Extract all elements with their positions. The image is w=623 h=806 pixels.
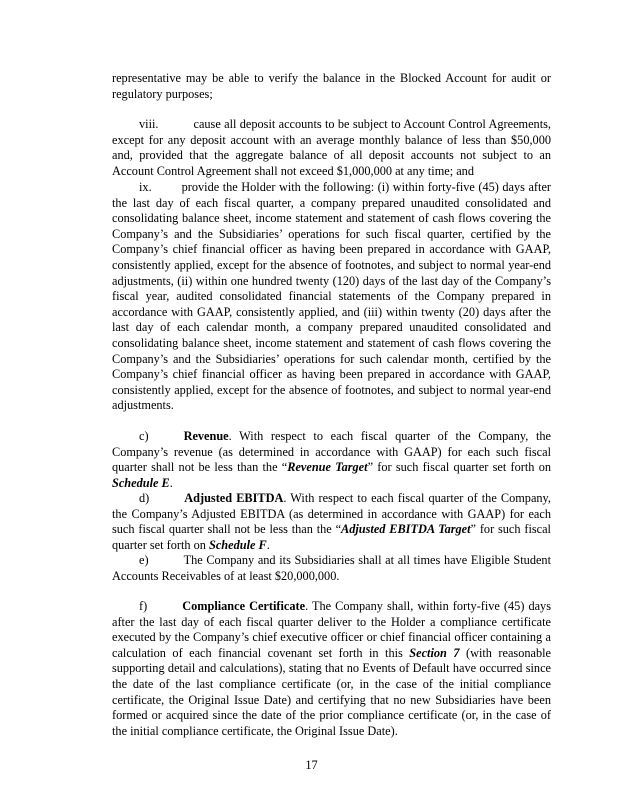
page-number: 17	[305, 758, 318, 772]
section-letter: f)	[139, 599, 148, 613]
paragraph-text: ” for such fiscal quarter set forth on	[367, 460, 551, 475]
section-letter: d)	[139, 491, 150, 505]
paragraph-text: (with reasonable supporting detail and calculations), stating that no Events of Default have occurred since the date of the last compliance certificate (or, in the case of the initial compliance certificate, the Original Issue Date) and certifying that no new Subsidiaries have been formed or acquired since the date of the prior compliance certificate (or, in the case of the initial compliance certificate, the Original Issue Date).	[112, 645, 551, 738]
paragraph-text: .	[169, 475, 173, 490]
item-number: ix.	[139, 180, 152, 194]
paragraph-item-viii	[112, 117, 551, 179]
paragraph-carryover	[112, 71, 551, 102]
paragraph-text: cause all deposit accounts to be subject to Account Control Agreements, except for any deposit account with an average monthly balance of less than $50,000 and, provided that the aggregate balance of all deposit accounts not subject to an Account Control Agreement shall not exceed $1,000,000 at any time; and	[112, 117, 551, 178]
section-heading: Adjusted EBITDA	[184, 491, 284, 505]
paragraph-text: The Company and its Subsidiaries shall at all times have Eligible Student Accounts Receivables of at least $20,000,000.	[112, 553, 551, 583]
section-heading: Revenue	[183, 429, 229, 443]
section-letter: e)	[139, 553, 149, 567]
paragraph-text: . With respect to each fiscal quarter of the Company, the Company’s revenue (as determined in accordance with GAAP) for each such fiscal quarter shall not be less than the “	[112, 429, 551, 475]
defined-term: Adjusted EBITDA Target	[341, 522, 471, 537]
section-reference: Section 7	[409, 645, 460, 660]
paragraph-text: .	[266, 537, 270, 552]
section-letter: c)	[139, 429, 149, 443]
paragraph-text: . The Company shall, within forty-five (45) days after the last day of each fiscal quarter deliver to the Holder a compliance certificate executed by the Company’s chief executive officer or chief financial officer containing a calculation of each financial covenant set forth in this	[112, 599, 551, 660]
paragraph-section-e	[112, 553, 551, 584]
paragraph-text: ” for such fiscal quarter set forth on	[112, 522, 551, 552]
paragraph-section-d	[112, 491, 551, 553]
paragraph-text: . With respect to each fiscal quarter of the Company, the Company’s Adjusted EBITDA (as determined in accordance with GAAP) for each such fiscal quarter shall not be less than the “	[112, 491, 551, 537]
item-number: viii.	[139, 117, 159, 131]
section-heading: Compliance Certificate	[182, 599, 306, 613]
paragraph-text: provide the Holder with the following: (i) within forty-five (45) days after the last day of each fiscal quarter, a company prepared unaudited consolidated and consolidating balance sheet, income statement and statement of cash flows covering the Company’s and the Subsidiaries’ operations for such fiscal quarter, certified by the Company’s chief financial officer as having been prepared in accordance with GAAP, consistently applied, except for the absence of footnotes, and subject to normal year-end adjustments, (ii) within one hundred twenty (120) days of the last day of the Company’s fiscal year, audited consolidated financial statements of the Company prepared in accordance with GAAP, consistently applied, and (iii) within twenty (20) days after the last day of each calendar month, a company prepared unaudited consolidated and consolidating balance sheet, income statement and statement of cash flows covering the Company’s and the Subsidiaries’ operations for such calendar month, certified by the Company’s chief financial officer as having been prepared in accordance with GAAP, consistently applied, except for the absence of footnotes, and subject to normal year-end adjustments.	[112, 180, 551, 413]
defined-term: Revenue Target	[287, 460, 368, 475]
paragraph-section-c	[112, 429, 551, 491]
schedule-reference: Schedule E	[112, 475, 170, 490]
schedule-reference: Schedule F	[208, 537, 267, 552]
paragraph-section-f	[112, 599, 551, 739]
paragraph-text: representative may be able to verify the balance in the Blocked Account for audit or regulatory purposes;	[112, 71, 551, 101]
paragraph-item-ix	[112, 180, 551, 414]
